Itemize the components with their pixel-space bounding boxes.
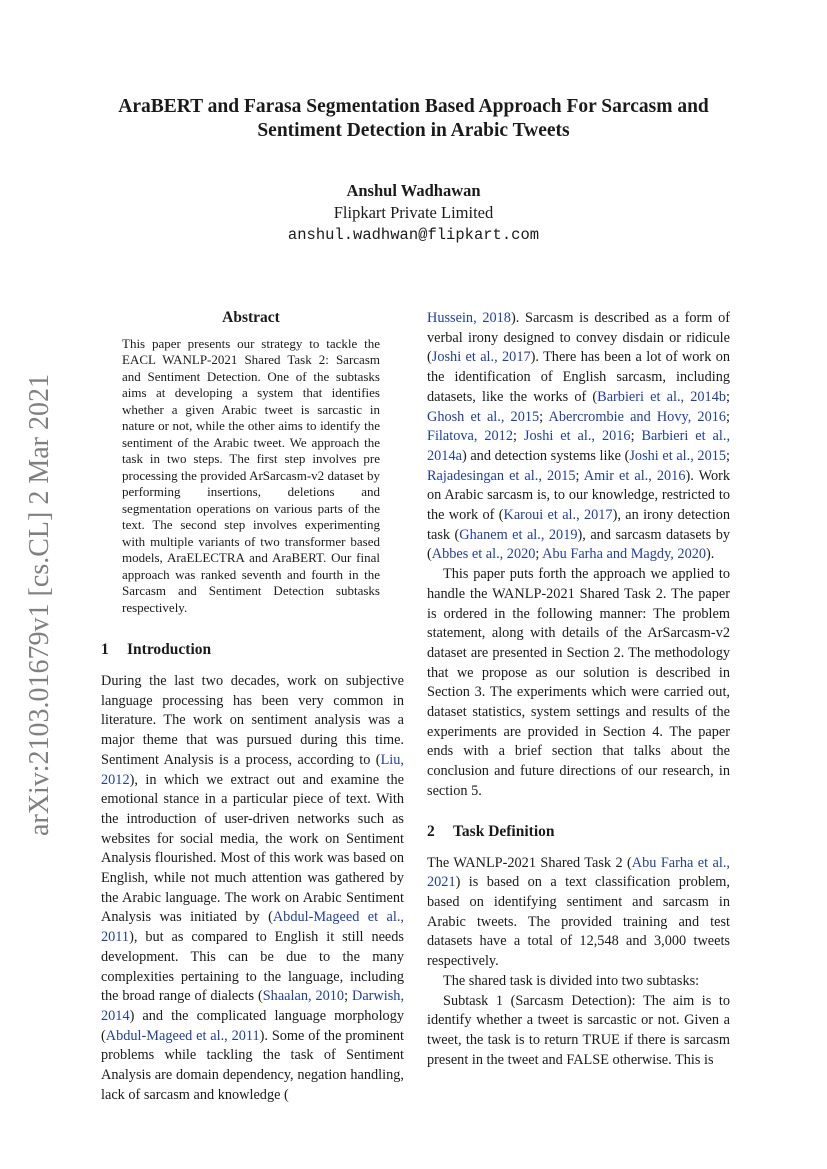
citation[interactable]: Abu Farha and Magdy, 2020 bbox=[542, 546, 707, 563]
citation[interactable]: Shaalan, 2010 bbox=[262, 988, 345, 1005]
citation[interactable]: Karoui et al., 2017 bbox=[503, 507, 613, 524]
citation[interactable]: Ghanem et al., 2019 bbox=[459, 526, 578, 543]
citation[interactable]: Ghosh et al., 2015 bbox=[427, 408, 540, 425]
title-line: Sentiment Detection in Arabic Tweets bbox=[257, 120, 570, 141]
citation[interactable]: Abdul-Mageed et al., 2011 bbox=[105, 1027, 260, 1044]
section-number: 2 bbox=[427, 822, 435, 840]
citation[interactable]: Rajadesingan et al., 2015 bbox=[427, 467, 576, 484]
citation[interactable]: Amir et al., 2016 bbox=[583, 467, 686, 484]
citation[interactable]: Darwish, 2014 bbox=[101, 988, 405, 1024]
citation[interactable]: Hussein, 2018 bbox=[427, 310, 511, 326]
section-heading bbox=[427, 822, 730, 842]
author-name: Anshul Wadhawan bbox=[346, 181, 481, 200]
citation[interactable]: Abu Farha et al., 2021 bbox=[427, 854, 730, 891]
arxiv-id-text: arXiv:2103.01679v1 [cs.CL] 2 Mar 2021 bbox=[24, 374, 55, 836]
citation[interactable]: Joshi et al., 2016 bbox=[523, 428, 631, 445]
intro-paragraph: During the last two decades, work on subjective language processing has been very common in literature. The work on sentiment analysis was a major theme that was pursued during this time. Sentiment Analysis is a process, according to (Liu, 2012), in which we extract out and examine the emotional stance in a particular piece of text. With the introduction of user-driven networks such as websites for social media, the work on Sentiment Analysis flourished. Most of this work was based on English, while not much attention was gathered by the Arabic language. The work on Arabic Sentiment Analysis was initiated by (Abdul-Mageed et al., 2011), but as compared to English it still needs development. This can be due to the many complexities pertaining to the language, including the broad range of dialects (Shaalan, 2010; Darwish, 2014) and the complicated language morphology (Abdul-Mageed et al., 2011). Some of the prominent problems while tackling the task of Sentiment Analysis are domain dependency, negation handling, lack of sarcasm and knowledge ( bbox=[101, 673, 405, 1103]
citation[interactable]: Filatova, 2012 bbox=[427, 428, 513, 445]
task-paragraph-2: The shared task is divided into two subtasks: bbox=[443, 972, 700, 989]
citation[interactable]: Abbes et al., 2020 bbox=[431, 546, 536, 563]
abstract bbox=[122, 310, 380, 616]
intro-paragraph-continued: Hussein, 2018). Sarcasm is described as a form of verbal irony designed to convey disdain or ridicule (Joshi et al., 2017). There has been a lot of work on the identification of English sarcasm, including datasets, like the works of (Barbieri et al., 2014b; Ghosh et al., 2015; Abercrombie and Hovy, 2016; Filatova, 2012; Joshi et al., 2016; Barbieri et al., 2014a) and detection systems like (Joshi et al., 2015; Rajadesingan et al., 2015; Amir et al., 2016). Work on Arabic sarcasm is, to our knowledge, restricted to the work of (Karoui et al., 2017), an irony detection task (Ghanem et al., 2019), and sarcasm datasets by (Abbes et al., 2020; Abu Farha and Magdy, 2020). bbox=[427, 310, 731, 563]
arxiv-identifier bbox=[20, 370, 60, 840]
citation[interactable]: Barbieri et al., 2014b bbox=[597, 388, 727, 405]
citation[interactable]: Joshi et al., 2015 bbox=[629, 447, 727, 464]
task-paragraph-3: Subtask 1 (Sarcasm Detection): The aim is to identify whether a tweet is sarcastic or not. Given a tweet, the task is to return TRUE if there is sarcasm present in the tweet and FALSE otherwise. This is bbox=[427, 992, 730, 1068]
citation[interactable]: Liu, 2012 bbox=[101, 751, 404, 788]
intro-paragraph-2: This paper puts forth the approach we applied to handle the WANLP-2021 Shared Task 2. The paper is ordered in the following manner: The problem statement, along with details of the ArSarcasm-v2 dataset are presented in Section 2. The methodology that we propose as our solution is described in Section 3. The experiments which were carried out, dataset statistics, system settings and results of the experiments are provided in Section 4. The paper ends with a brief section that talks about the conclusion and future directions of our research, in section 5. bbox=[427, 566, 730, 799]
citation[interactable]: Barbieri et al., 2014a bbox=[427, 428, 731, 464]
abstract-heading: Abstract bbox=[222, 309, 280, 326]
task-paragraph: The WANLP-2021 Shared Task 2 (Abu Farha et al., 2021) is based on a text classification problem, based on identifying sentiment and sarcasm in Arabic tweets. The provided training and test datasets have a total of 12,548 and 3,000 tweets respectively. bbox=[427, 854, 730, 970]
paper-title bbox=[100, 95, 727, 143]
author-affiliation: Flipkart Private Limited bbox=[333, 203, 494, 222]
abstract-text: This paper presents our strategy to tackle the EACL WANLP-2021 Shared Task 2: Sarcasm and Sentiment Detection. One of the subtasks aims at developing a system that identifies whether a given Arabic tweet is sarcastic in nature or not, while the other aims to identify the sentiment of the Arabic tweet. We approach the task in two steps. The first step involves pre processing the provided ArSarcasm-v2 dataset by performing insertions, deletions and segmentation operations on various parts of the text. The second step involves experimenting with multiple variants of two transformer based models, AraELECTRA and AraBERT. Our final approach was ranked seventh and fourth in the Sarcasm and Sentiment Detection subtasks respectively. bbox=[122, 335, 380, 615]
author-email: anshul.wadhwan@flipkart.com bbox=[287, 226, 540, 244]
section-title: Task Definition bbox=[453, 822, 555, 840]
section-heading bbox=[101, 640, 404, 660]
citation[interactable]: Joshi et al., 2017 bbox=[431, 349, 531, 366]
citation[interactable]: Abercrombie and Hovy, 2016 bbox=[548, 408, 727, 425]
section-number: 1 bbox=[101, 641, 109, 658]
citation[interactable]: Abdul-Mageed et al., 2011 bbox=[101, 909, 405, 946]
section-title: Introduction bbox=[127, 641, 212, 658]
title-line: AraBERT and Farasa Segmentation Based Approach For Sarcasm and bbox=[118, 96, 709, 117]
left-column bbox=[101, 640, 404, 1105]
author-block bbox=[100, 180, 727, 246]
right-column bbox=[427, 309, 730, 1070]
